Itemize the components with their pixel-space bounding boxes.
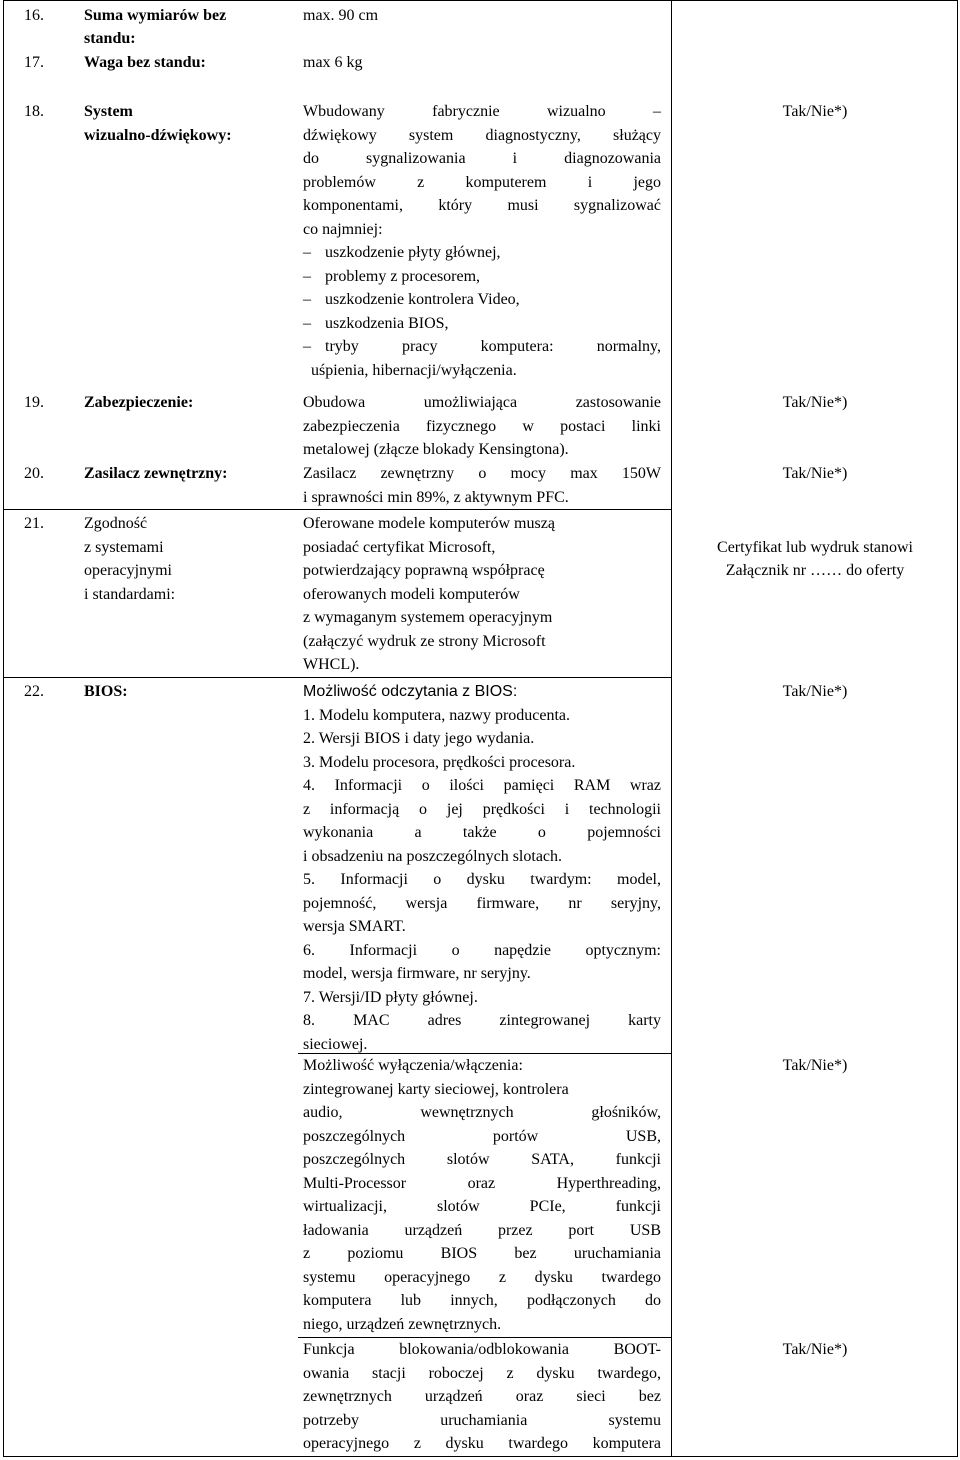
row-22-p2-line: z poziomu BIOS bez uruchamiania [303, 1245, 661, 1262]
row-19-number: 19. [24, 394, 44, 411]
row-21-answer-line1: Certyfikat lub wydruk stanowi [717, 539, 913, 556]
row-22-p2-first: Możliwość wyłączenia/włączenia: [303, 1057, 523, 1074]
row-18-intro-line: Wbudowany fabrycznie wizualno – [303, 103, 661, 120]
row-18-item: – uszkodzenia BIOS, [303, 312, 661, 336]
table-border-right [957, 0, 958, 1457]
row-18-item: – uszkodzenie kontrolera Video, [303, 288, 661, 312]
row-22-answer-3: Tak/Nie*) [782, 1341, 848, 1358]
row-21-label-line: Zgodność [84, 515, 148, 532]
row-21-line: posiadać certyfikat Microsoft, [303, 538, 496, 556]
row-18-item: – problemy z procesorem, [303, 265, 661, 289]
row-22-boot-lock [303, 1338, 661, 1456]
row-18-label-line2: wizualno-dźwiękowy: [84, 127, 232, 144]
row-22-disable-options [303, 1054, 661, 1336]
row-21-label-line: i standardami: [84, 586, 176, 603]
row-22-p3-line: operacyjnego z dysku twardego komputera [303, 1435, 661, 1452]
row-18-intro-line: komponentami, który musi sygnalizować [303, 197, 661, 214]
row-22-answer-1: Tak/Nie*) [782, 683, 848, 700]
row-18-intro-line: problemów z komputerem i jego [303, 173, 661, 191]
row-22-p2-last: niego, urządzeń zewnętrznych. [303, 1315, 502, 1333]
row-22-item-5: 5. Informacji o dysku twardym: model, [303, 871, 661, 888]
row-22-p3-line: zewnętrznych urządzeń oraz sieci bez [303, 1388, 661, 1405]
row-19-line-last: metalowej (złącze blokady Kensingtona). [303, 441, 569, 458]
row-22-p2-line: zintegrowanej karty sieciowej, kontrolera [303, 1080, 569, 1098]
row-21-label-line: operacyjnymi [84, 562, 172, 579]
row-19-description [303, 391, 661, 462]
row-22-p2-line: komputera lub innych, podłączonych do [303, 1292, 661, 1309]
row-18-item-last: – tryby pracy komputera: normalny, [303, 335, 661, 359]
row-22-p2-line: audio, wewnętrznych głośników, [303, 1104, 661, 1121]
row-22-item-1: 1. Modelu komputera, nazwy producenta. [303, 706, 571, 724]
row-22-p2-line: Multi-Processor oraz Hyperthreading, [303, 1174, 661, 1192]
table-divider-answer [671, 0, 672, 1457]
row-22-label: BIOS: [84, 683, 128, 700]
row-22-item-4: 4. Informacji o ilości pamięci RAM wraz [303, 777, 661, 794]
row-19-line: zabezpieczenia fizycznego w postaci linki [303, 417, 661, 435]
row-22-top-rule [3, 677, 672, 678]
row-22-p2-line: ładowania urządzeń przez port USB [303, 1221, 661, 1239]
row-21-description [303, 512, 661, 677]
row-22-item-2: 2. Wersji BIOS i daty jego wydania. [303, 730, 535, 747]
row-22-item-6-last: model, wersja firmware, nr seryjny. [303, 965, 531, 982]
row-17-number: 17. [24, 54, 44, 71]
table-border-top [3, 0, 958, 1]
row-22-answer-2: Tak/Nie*) [782, 1057, 848, 1074]
row-22-p2-line: wirtualizacji, slotów PCIe, funkcji [303, 1198, 661, 1215]
row-21-top-rule [3, 509, 672, 510]
row-22-heading: Możliwość odczytania z BIOS: [303, 683, 518, 700]
row-22-item-5: pojemność, wersja firmware, nr seryjny, [303, 894, 661, 912]
row-22-item-4: wykonania a także o pojemności [303, 824, 661, 841]
row-19-line: Obudowa umożliwiająca zastosowanie [303, 394, 661, 411]
row-22-number: 22. [24, 683, 44, 700]
row-22-p3-line: potrzeby uruchamiania systemu [303, 1411, 661, 1429]
row-18-answer: Tak/Nie*) [782, 103, 848, 120]
row-22-p2-line: poszczególnych portów USB, [303, 1127, 661, 1145]
row-20-number: 20. [24, 465, 44, 482]
row-17-label: Waga bez standu: [84, 54, 206, 71]
row-18-number: 18. [24, 103, 44, 120]
row-20-answer: Tak/Nie*) [782, 465, 848, 482]
row-18-item: – uszkodzenie płyty głównej, [303, 241, 661, 265]
row-19-label: Zabezpieczenie: [84, 394, 194, 411]
row-20-line2: i sprawności min 89%, z aktywnym PFC. [303, 488, 569, 506]
row-22-item-4-last: i obsadzeniu na poszczególnych slotach. [303, 847, 563, 865]
row-20-line1: Zasilacz zewnętrzny o mocy max 150W [303, 465, 661, 482]
row-22-p2-line: systemu operacyjnego z dysku twardego [303, 1268, 661, 1286]
row-18-intro-line: do sygnalizowania i diagnozowania [303, 150, 661, 167]
row-18-intro-line: dźwiękowy system diagnostyczny, służący [303, 126, 661, 144]
row-22-item-6: 6. Informacji o napędzie optycznym: [303, 941, 661, 959]
row-18-label-line1: System [84, 103, 133, 120]
row-22-item-8-last: sieciowej. [303, 1035, 368, 1053]
row-21-label-line: z systemami [84, 539, 164, 556]
row-22-p3-line: Funkcja blokowania/odblokowania BOOT- [303, 1341, 661, 1358]
row-16-label-line1: Suma wymiarów bez [84, 7, 227, 24]
row-19-answer: Tak/Nie*) [782, 394, 848, 411]
row-22-item-8: 8. MAC adres zintegrowanej karty [303, 1012, 661, 1029]
row-20-label: Zasilacz zewnętrzny: [84, 465, 228, 482]
row-22-p3-line: owania stacji roboczej z dysku twardego, [303, 1364, 661, 1382]
row-21-line: oferowanych modeli komputerów [303, 585, 520, 603]
row-22-item-7: 7. Wersji/ID płyty głównej. [303, 988, 478, 1006]
row-22-item-3: 3. Modelu procesora, prędkości procesora. [303, 753, 576, 771]
row-18-item-last-text: tryby pracy komputera: normalny, [325, 338, 661, 355]
row-21-line: (załączyć wydruk ze strony Microsoft [303, 632, 546, 650]
row-21-line: potwierdzający poprawną współpracę [303, 562, 545, 579]
row-16-number: 16. [24, 7, 44, 24]
row-22-p2-line: poszczególnych slotów SATA, funkcji [303, 1151, 661, 1168]
row-16-value: max. 90 cm [303, 7, 379, 24]
table-border-bottom [3, 1456, 958, 1457]
row-16-label-line2: standu: [84, 30, 136, 47]
row-22-item-5-last: wersja SMART. [303, 918, 406, 935]
row-22-item-4: z informacją o jej prędkości i technologii [303, 800, 661, 818]
row-18-item-last-continued: uśpienia, hibernacji/wyłączenia. [311, 361, 517, 379]
table-border-left [3, 0, 4, 1457]
row-21-line: WHCL). [303, 656, 360, 673]
row-22-bios-readout [303, 680, 661, 1056]
row-18-description [303, 100, 661, 382]
row-18-intro-last: co najmniej: [303, 220, 383, 238]
row-21-line: Oferowane modele komputerów muszą [303, 515, 555, 532]
row-20-description [303, 462, 661, 509]
row-21-answer-line2: Załącznik nr …… do oferty [725, 562, 905, 579]
row-21-number: 21. [24, 515, 44, 532]
row-17-value: max 6 kg [303, 54, 363, 71]
row-21-line: z wymaganym systemem operacyjnym [303, 609, 553, 626]
